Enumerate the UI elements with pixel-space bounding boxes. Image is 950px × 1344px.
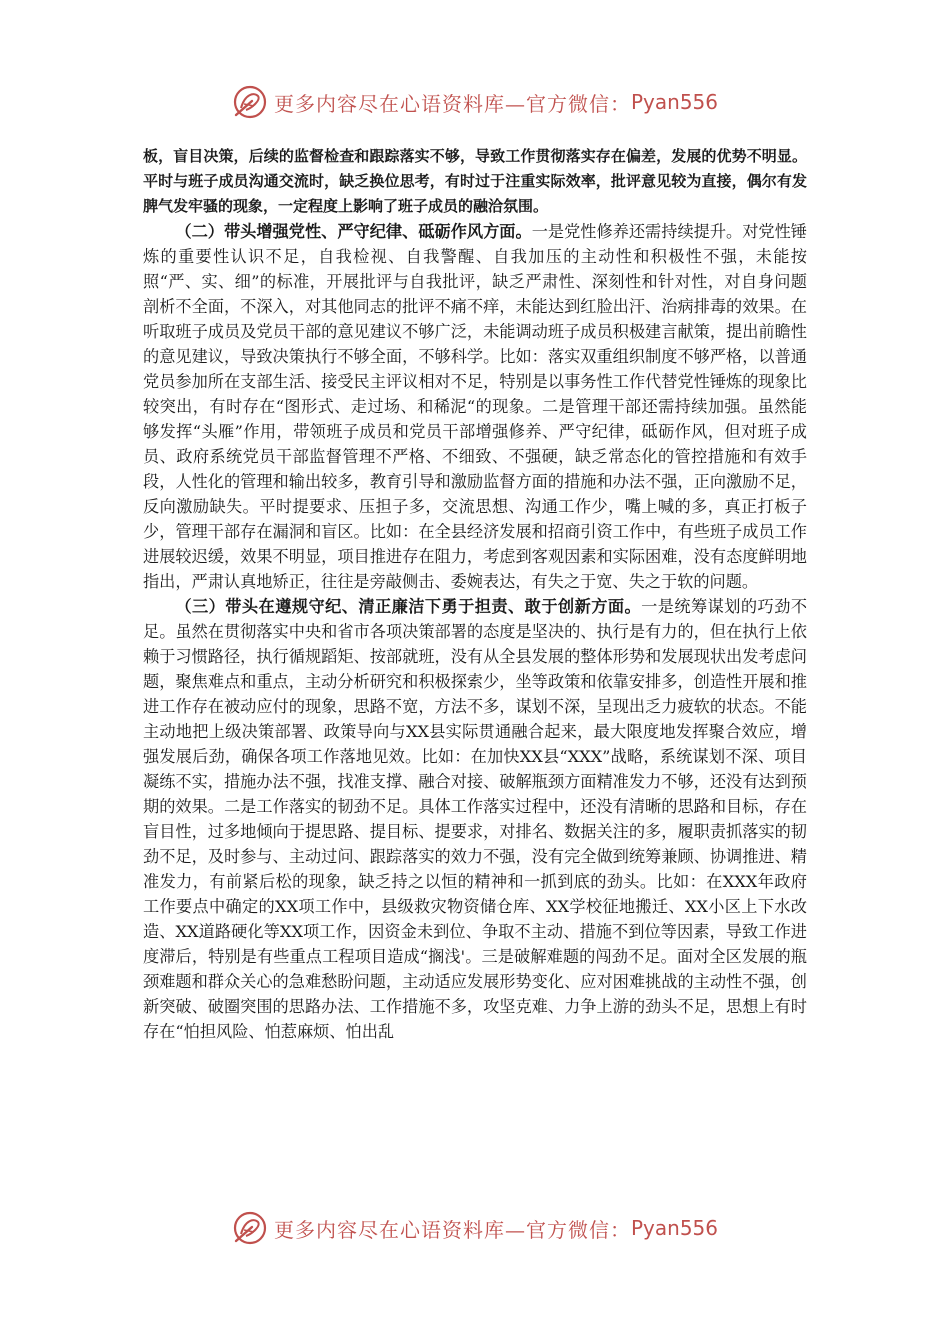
paragraph-section-3 <box>143 594 807 1044</box>
section-2-text: 一是党性修养还需持续提升。对党性锤炼的重要性认识不足，自我检视、自我警醒、自我加压的主动性和积极性不强，未能按照“严、实、细”的标准，开展批评与自我批评，缺乏严肃性、深刻性和针对性，对自身问题剖析不全面，不深入，对其他同志的批评不痛不痒，未能达到红脸出汗、治病排毒的效果。在听取班子成员及党员干部的意见建议不够广泛，未能调动班子成员积极建言献策，提出前瞻性的意见建议，导致决策执行不够全面，不够科学。比如：落实双重组织制度不够严格，以普通党员参加所在支部生活、接受民主评议相对不足，特别是以事务性工作代替党性锤炼的现象比较突出，有时存在“图形式、走过场、和稀泥“的现象。二是管理干部还需持续加强。虽然能够发挥“头雁”作用，带领班子成员和党员干部增强修养、严守纪律，砥砺作风，但对班子成员、政府系统党员干部监督管理不严格、不细致、不强硬，缺乏常态化的管控措施和有效手段，人性化的管理和输出较多，教育引导和激励监督方面的措施和办法不强，正向激励不足，反向激励缺失。平时提要求、压担子多，交流思想、沟通工作少，嘴上喊的多，真正打板子少，管理干部存在漏洞和盲区。比如：在全县经济发展和招商引资工作中，有些班子成员工作进展较迟缓，效果不明显，项目推进存在阻力，考虑到客观因素和实际困难，没有态度鲜明地指出，严肃认真地矫正，往往是旁敲侧击、委婉表达，有失之于宽、失之于软的问题。 <box>143 222 807 591</box>
banner-text: 更多内容尽在心语资料库—官方微信： <box>273 1217 631 1242</box>
section-3-heading: （三）带头在遵规守纪、清正廉洁下勇于担责、敢于创新方面。 <box>175 597 642 616</box>
section-3-text: 一是统筹谋划的巧劲不足。虽然在贯彻落实中央和省市各项决策部署的态度是坚决的、执行是有力的，但在执行上依赖于习惯路径，执行循规蹈矩、按部就班，没有从全县发展的整体形势和发展现状出发考虑问题，聚焦难点和重点，主动分析研究和积极探索少，坐等政策和依靠安排多，创造性开展和推进工作存在被动应付的现象，思路不宽，方法不多，谋划不深，呈现出乏力疲软的状态。不能主动地把上级决策部署、政策导向与XX县实际贯通融合起来，最大限度地发挥聚合效应，增强发展后劲，确保各项工作落地见效。比如：在加快XX县“XXX”战略，系统谋划不深、项目凝练不实，措施办法不强，找准支撑、融合对接、破解瓶颈方面精准发力不够，还没有达到预期的效果。二是工作落实的韧劲不足。具体工作落实过程中，还没有清晰的思路和目标，存在盲目性，过多地倾向于提思路、提目标、提要求，对排名、数据关注的多，履职责抓落实的韧劲不足，及时参与、主动过问、跟踪落实的效力不强，没有完全做到统筹兼顾、协调推进、精准发力，有前紧后松的现象，缺乏持之以恒的精神和一抓到底的劲头。比如：在XXX年政府工作要点中确定的XX项工作中，县级救灾物资储仓库、XX学校征地搬迁、XX小区上下水改造、XX道路硬化等XX项工作，因资金未到位、争取不主动、措施不到位等因素，导致工作进度滞后，特别是有些重点工程项目造成“搁浅'。三是破解难题的闯劲不足。面对全区发展的瓶颈难题和群众关心的急难愁盼问题，主动适应发展形势变化、应对困难挑战的主动性不强，创新突破、破圈突围的思路办法、工作措施不多，攻坚克难、力争上游的劲头不足，思想上有时存在“怕担风险、怕惹麻烦、怕出乱 <box>143 597 808 1041</box>
section-2-heading: （二）带头增强党性、严守纪律、砥砺作风方面。 <box>175 222 532 241</box>
document-body <box>143 144 807 1044</box>
banner-wechat-id: Pyan556 <box>630 90 718 114</box>
paragraph-section-2 <box>143 219 807 594</box>
signature-pen-logo-icon <box>232 84 268 120</box>
banner-text: 更多内容尽在心语资料库—官方微信： <box>273 91 631 116</box>
paragraph-continued: 板，盲目决策，后续的监督检查和跟踪落实不够，导致工作贯彻落实存在偏差，发展的优势不明显。平时与班子成员沟通交流时，缺乏换位思考，有时过于注重实际效率，批评意见较为直接，偶尔有发脾气发牢骚的现象，一定程度上影响了班子成员的融洽氛围。 <box>143 147 807 215</box>
header-watermark-banner <box>0 82 950 122</box>
signature-pen-logo-icon <box>232 1210 268 1246</box>
banner-wechat-id: Pyan556 <box>630 1216 718 1240</box>
footer-watermark-banner <box>0 1208 950 1248</box>
